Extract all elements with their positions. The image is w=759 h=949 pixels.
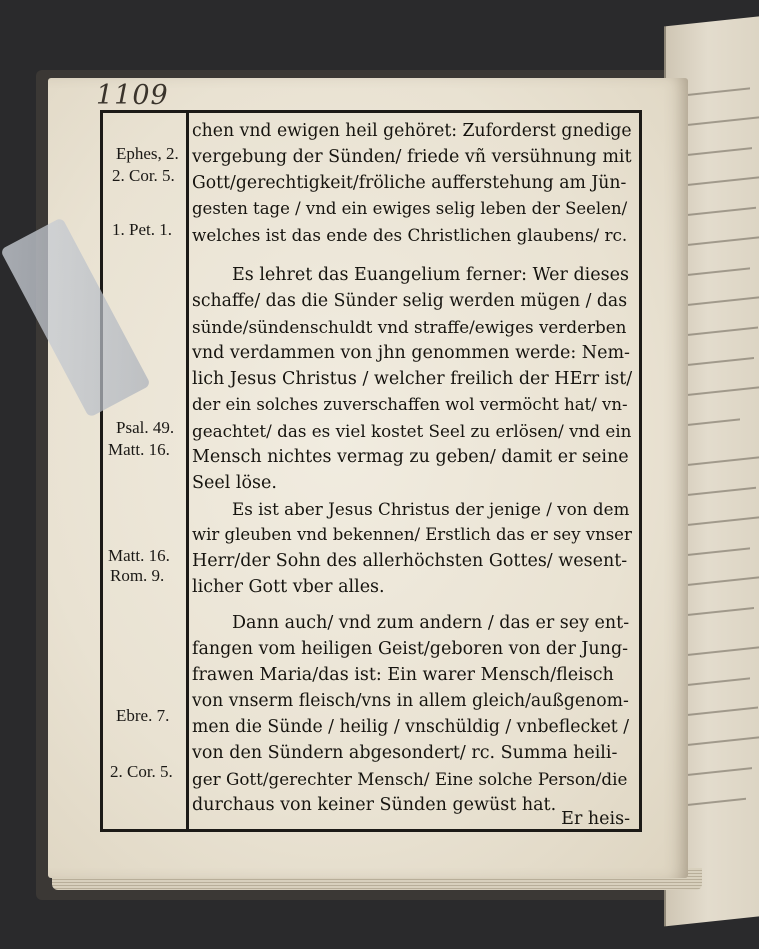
margin-ref: 1. Pet. 1. [112,220,172,239]
margin-ref: Ephes, 2. [116,144,179,163]
text-line: von den Sündern abgesondert/ rc. Summa heili- [192,743,618,763]
text-line: ger Gott/gerechter Mensch/ Eine solche Person/die [192,769,628,789]
text-line: vnd verdammen von jhn genommen werde: Nem- [192,343,630,363]
margin-ref: Rom. 9. [110,566,165,585]
text-line: frawen Maria/das ist: Ein warer Mensch/fleisch [192,665,614,685]
text-line: men die Sünde / heilig / vnschüldig / vnbeflecket / [192,717,630,737]
margin-ref: Psal. 49. [116,418,175,437]
text-line: durchaus von keiner Sünden gewüst hat. [192,795,557,815]
text-line: wir gleuben vnd bekennen/ Erstlich das er sey vnser [192,525,632,544]
text-line: gesten tage / vnd ein ewiges selig leben der Seelen/ [192,199,628,218]
text-line: Es lehret das Euangelium ferner: Wer dieses [232,265,629,285]
text-line: schaffe/ das die Sünder selig werden mügen / das [192,291,628,311]
margin-ref: 2. Cor. 5. [110,762,173,781]
text-line: sünde/sündenschuldt vnd straffe/ewiges verderben [192,317,627,337]
margin-ref: Matt. 16. [108,440,170,459]
page-number: 1109 [96,80,169,111]
text-line: Dann auch/ vnd zum andern / das er sey ent- [232,613,630,633]
text-line: licher Gott vber alles. [192,577,385,597]
text-line: Es ist aber Jesus Christus der jenige / von dem [232,499,630,519]
text-line: Seel löse. [192,473,277,493]
margin-ref: 2. Cor. 5. [112,166,175,185]
text-line: von vnserm fleisch/vns in allem gleich/außgenom- [192,691,629,711]
text-line: der ein solches zuverschaffen wol vermöcht hat/ vn- [192,395,628,414]
text-line: welches ist das ende des Christlichen glaubens/ rc. [192,225,628,245]
text-line: vergebung der Sünden/ friede vñ versühnung mit [192,147,632,167]
text-line: lich Jesus Christus / welcher freilich der HErr ist/ [192,369,633,389]
margin-ref: Ebre. 7. [116,706,170,725]
catchword: Er heis- [561,809,630,829]
text-line: chen vnd ewigen heil gehöret: Zuforderst gnedige [192,121,632,141]
text-line: fangen vom heiligen Geist/geboren von der Jung- [192,639,629,659]
text-line: Mensch nichtes vermag zu geben/ damit er seine [192,447,629,467]
text-line: Gott/gerechtigkeit/fröliche aufferstehung am Jün- [192,173,627,193]
margin-ref: Matt. 16. [108,546,170,565]
text-line: Herr/der Sohn des allerhöchsten Gottes/ wesent- [192,551,628,571]
text-line: geachtet/ das es viel kostet Seel zu erlösen/ vnd ein [192,421,632,441]
margin-divider [186,110,189,832]
